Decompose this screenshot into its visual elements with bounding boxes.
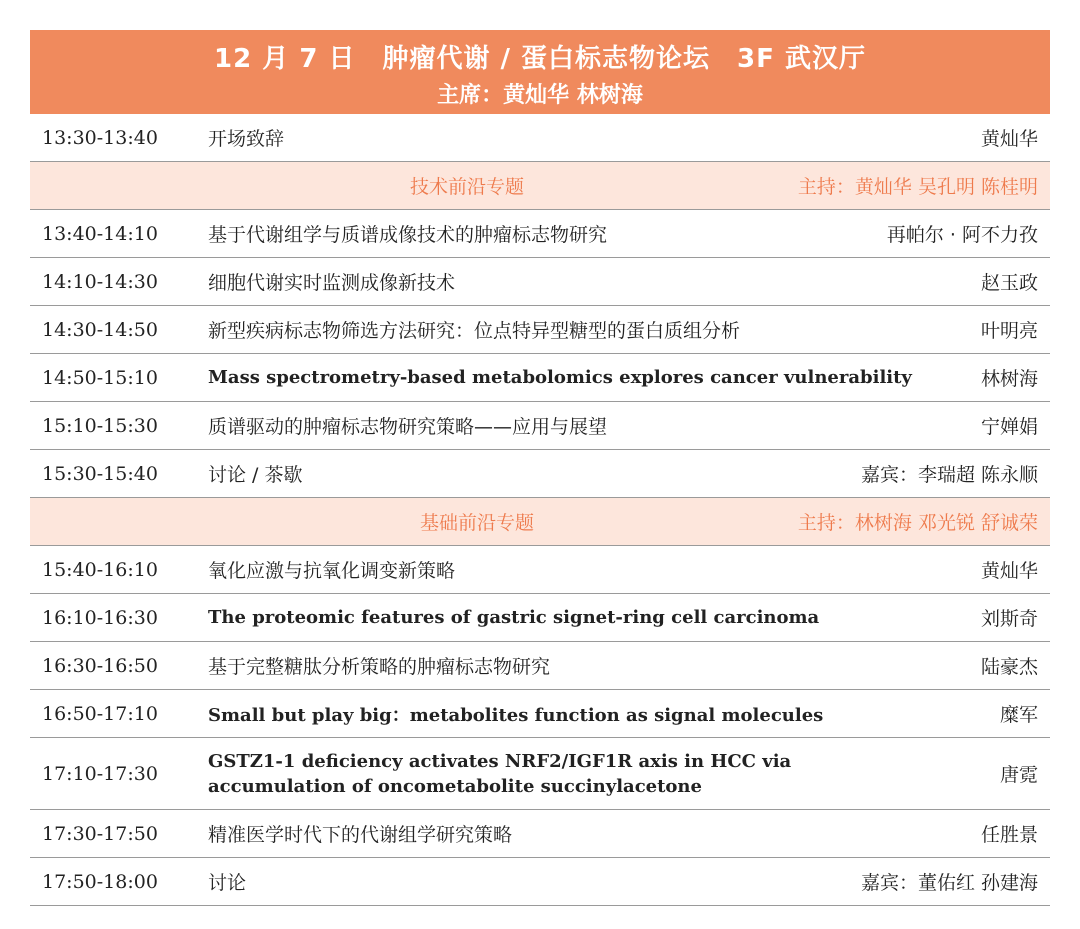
session-time: 16:10-16:30 — [42, 606, 158, 629]
session-topic: 基于代谢组学与质谱成像技术的肿瘤标志物研究 — [208, 224, 608, 246]
session-time: 14:50-15:10 — [42, 366, 158, 389]
table-row — [30, 858, 1050, 906]
session-speaker: 刘斯奇 — [980, 608, 1038, 630]
session-time: 16:30-16:50 — [42, 654, 158, 677]
session-guests: 嘉宾：李瑞超 陈永顺 — [860, 464, 1038, 486]
session-speaker: 林树海 — [980, 368, 1038, 390]
section-chairs: 主持：黄灿华 吴孔明 陈桂明 — [797, 176, 1038, 198]
session-speaker: 陆豪杰 — [980, 656, 1038, 678]
table-row — [30, 210, 1050, 258]
table-row — [30, 354, 1050, 402]
session-speaker: 黄灿华 — [980, 560, 1038, 582]
session-time: 15:30-15:40 — [42, 462, 158, 485]
session-time: 17:10-17:30 — [42, 762, 158, 785]
table-row — [30, 642, 1050, 690]
forum-chairs: 主席：黄灿华 林树海 — [437, 83, 643, 108]
session-topic: The proteomic features of gastric signet-ring cell carcinoma — [208, 607, 820, 628]
session-topic: 氧化应激与抗氧化调变新策略 — [208, 560, 456, 582]
session-time: 15:40-16:10 — [42, 558, 158, 581]
session-topic: 讨论 / 茶歇 — [208, 464, 303, 486]
session-topic: 新型疾病标志物筛选方法研究：位点特异型糖型的蛋白质组分析 — [208, 320, 741, 342]
table-row — [30, 258, 1050, 306]
section-row — [30, 162, 1050, 210]
forum-header — [30, 30, 1050, 114]
table-row — [30, 114, 1050, 162]
section-chairs: 主持：林树海 邓光锐 舒诚荣 — [797, 512, 1038, 534]
session-topic: 细胞代谢实时监测成像新技术 — [208, 272, 456, 294]
session-time: 16:50-17:10 — [42, 702, 158, 725]
session-speaker: 宁婵娟 — [980, 416, 1038, 438]
session-time: 17:30-17:50 — [42, 822, 158, 845]
forum-title: 12 月 7 日 肿瘤代谢 / 蛋白标志物论坛 3F 武汉厅 — [214, 44, 866, 74]
session-topic: 质谱驱动的肿瘤标志物研究策略——应用与展望 — [208, 416, 608, 438]
session-topic-line: accumulation of oncometabolite succinylacetone — [208, 775, 702, 797]
session-time: 17:50-18:00 — [42, 870, 158, 893]
session-time: 14:10-14:30 — [42, 270, 158, 293]
session-speaker: 赵玉政 — [980, 272, 1038, 294]
schedule-table — [30, 114, 1050, 906]
session-guests: 嘉宾：董佑红 孙建海 — [860, 872, 1038, 894]
table-row — [30, 810, 1050, 858]
table-row — [30, 594, 1050, 642]
session-speaker: 再帕尔 · 阿不力孜 — [886, 224, 1038, 246]
session-speaker: 黄灿华 — [980, 128, 1038, 150]
table-row — [30, 306, 1050, 354]
session-speaker: 唐霓 — [999, 764, 1038, 786]
session-speaker: 叶明亮 — [980, 320, 1038, 342]
table-row — [30, 738, 1050, 810]
session-topic: Mass spectrometry-based metabolomics explores cancer vulnerability — [208, 367, 912, 388]
session-topic: 精准医学时代下的代谢组学研究策略 — [208, 824, 513, 846]
session-topic: 开场致辞 — [208, 128, 285, 150]
table-row — [30, 690, 1050, 738]
session-topic: 讨论 — [208, 872, 247, 894]
table-row — [30, 450, 1050, 498]
table-row — [30, 402, 1050, 450]
section-row — [30, 498, 1050, 546]
session-speaker: 任胜景 — [980, 824, 1038, 846]
session-topic: 基于完整糖肽分析策略的肿瘤标志物研究 — [208, 656, 551, 678]
session-topic-line: GSTZ1-1 deficiency activates NRF2/IGF1R axis in HCC via — [208, 750, 792, 772]
section-title: 基础前沿专题 — [420, 512, 535, 534]
session-topic — [208, 738, 828, 809]
table-row — [30, 546, 1050, 594]
session-time: 13:40-14:10 — [42, 222, 158, 245]
section-title: 技术前沿专题 — [410, 176, 525, 198]
session-topic: Small but play big：metabolites function as signal molecules — [208, 704, 824, 726]
session-speaker: 糜军 — [999, 704, 1038, 726]
session-time: 15:10-15:30 — [42, 414, 158, 437]
session-time: 14:30-14:50 — [42, 318, 158, 341]
session-time: 13:30-13:40 — [42, 126, 158, 149]
